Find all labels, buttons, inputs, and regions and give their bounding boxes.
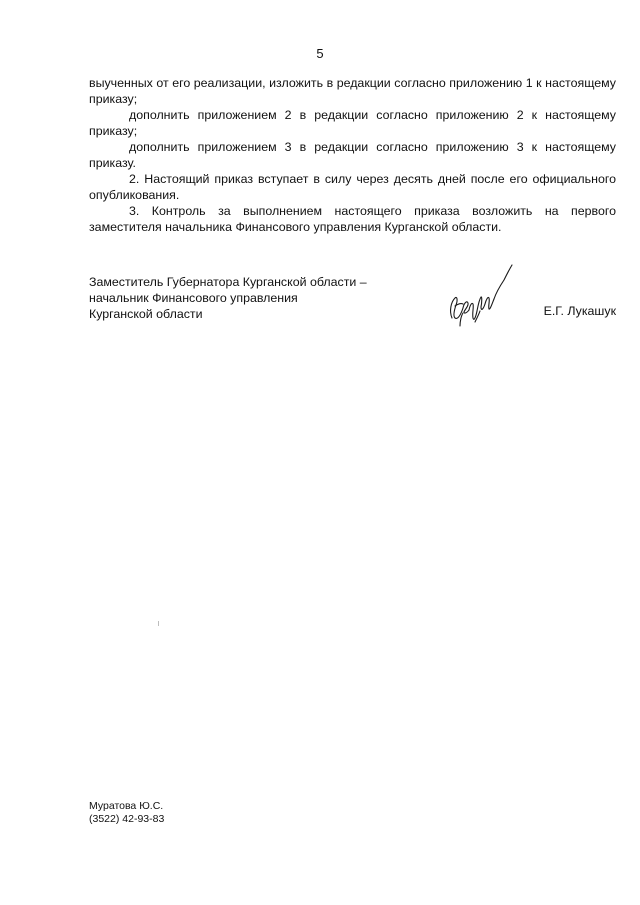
order-body-text (89, 75, 616, 235)
signatory-position-line-2: начальник Финансового управления (89, 291, 298, 305)
paragraph-continuation: выученных от его реализации, изложить в редакции согласно приложению 1 к настоящему приказу; (89, 76, 616, 106)
executor-name: Муратова Ю.С. (89, 800, 164, 812)
paragraph-control: 3. Контроль за выполнением настоящего приказа возложить на первого заместителя начальника Финансового управления Курганской области. (89, 204, 616, 234)
handwritten-signature (446, 256, 516, 332)
signatory-position-line-1: Заместитель Губернатора Курганской области – (89, 275, 367, 289)
signatory-position-line-3: Курганской области (89, 307, 203, 321)
executor-phone: (3522) 42-93-83 (89, 813, 165, 825)
executor-info (89, 800, 164, 826)
scan-speck (158, 621, 159, 626)
page-number: 5 (316, 46, 324, 61)
paragraph-add-appendix-3: дополнить приложением 3 в редакции согласно приложению 3 к настоящему приказу. (89, 140, 616, 170)
signatory-position (89, 274, 367, 322)
paragraph-add-appendix-2: дополнить приложением 2 в редакции согласно приложению 2 к настоящему приказу; (89, 108, 616, 138)
signer-name: Е.Г. Лукашук (543, 304, 616, 318)
paragraph-effective-date: 2. Настоящий приказ вступает в силу через десять дней после его официального опубликования. (89, 172, 616, 202)
